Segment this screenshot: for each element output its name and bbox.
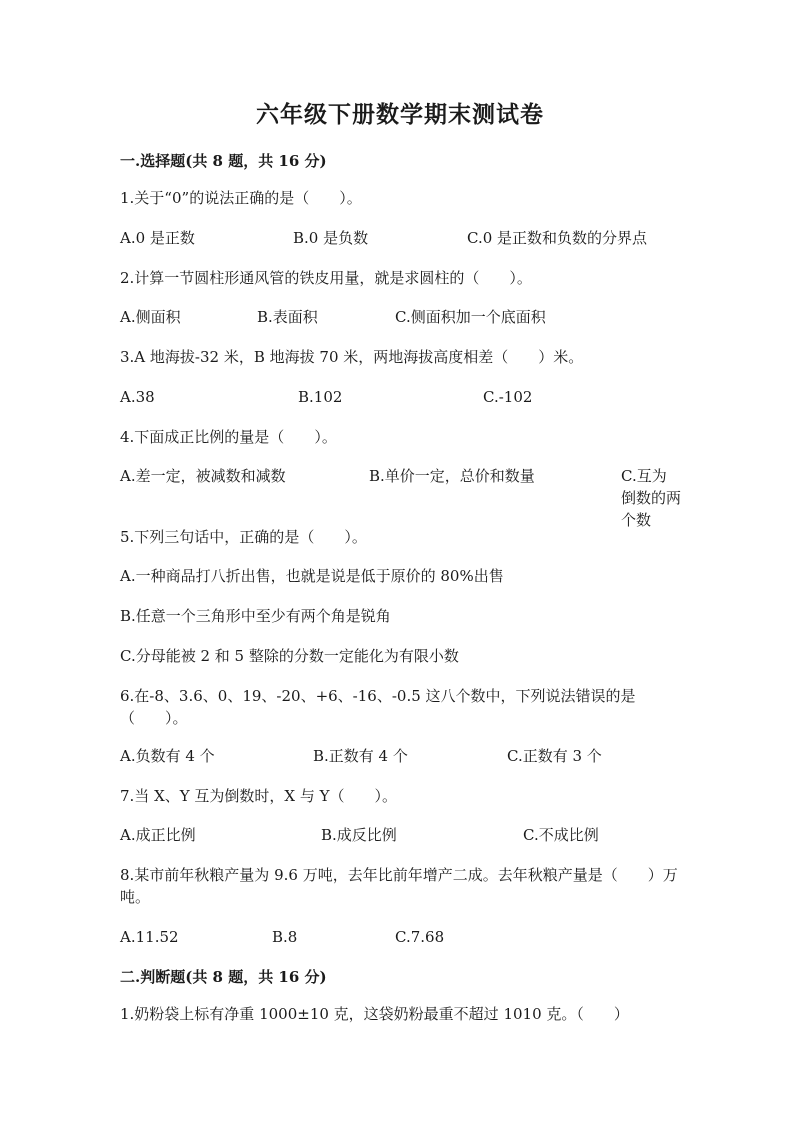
option-c: C.互为倒数的两个数 xyxy=(621,467,682,529)
option-b: B.8 xyxy=(272,928,298,946)
option-c: C.0 是正数和负数的分界点 xyxy=(467,229,648,247)
option-a: A.侧面积 xyxy=(120,308,181,326)
page-title: 六年级下册数学期末测试卷 xyxy=(256,101,544,128)
option-a: A.38 xyxy=(120,388,155,406)
option-a: A.11.52 xyxy=(120,928,179,946)
option-b: B.表面积 xyxy=(257,308,318,326)
option-a: A.成正比例 xyxy=(120,826,196,844)
question-stem: 1.奶粉袋上标有净重 1000±10 克，这袋奶粉最重不超过 1010 克。（ ） xyxy=(120,1005,629,1023)
question-stem: 3.A 地海拔-32 米，B 地海拔 70 米，两地海拔高度相差（ ）米。 xyxy=(120,348,584,366)
option-b: B.任意一个三角形中至少有两个角是锐角 xyxy=(120,607,391,625)
question-stem: 2.计算一节圆柱形通风管的铁皮用量，就是求圆柱的（ ）。 xyxy=(120,269,532,287)
option-b: B.正数有 4 个 xyxy=(313,747,408,765)
option-b: B.102 xyxy=(298,388,343,406)
question-stem: 7.当 X、Y 互为倒数时，X 与 Y（ ）。 xyxy=(120,787,398,805)
section-heading-choice: 一.选择题(共 8 题，共 16 分) xyxy=(120,152,327,170)
option-b: B.成反比例 xyxy=(321,826,397,844)
option-c: C.侧面积加一个底面积 xyxy=(395,308,546,326)
question-stem: 5.下列三句话中，正确的是（ ）。 xyxy=(120,528,367,546)
option-b: B.单价一定，总价和数量 xyxy=(369,467,535,485)
option-b: B.0 是负数 xyxy=(293,229,369,247)
option-a: A.0 是正数 xyxy=(120,229,195,247)
question-stem: 4.下面成正比例的量是（ ）。 xyxy=(120,428,337,446)
option-c: C.正数有 3 个 xyxy=(507,747,602,765)
option-c: C.7.68 xyxy=(395,928,445,946)
section-heading-judgement: 二.判断题(共 8 题，共 16 分) xyxy=(120,968,327,986)
option-c: C.不成比例 xyxy=(523,826,599,844)
question-stem: 1.关于“0”的说法正确的是（ ）。 xyxy=(120,189,362,207)
option-c: C.-102 xyxy=(483,388,533,406)
option-c: C.分母能被 2 和 5 整除的分数一定能化为有限小数 xyxy=(120,647,459,665)
option-a: A.负数有 4 个 xyxy=(120,747,215,765)
option-a: A.一种商品打八折出售，也就是说是低于原价的 80%出售 xyxy=(120,567,504,585)
question-stem: 6.在-8、3.6、0、19、-20、+6、-16、-0.5 这八个数中，下列说法错误的是（ ）。 xyxy=(120,687,636,727)
option-a: A.差一定，被减数和减数 xyxy=(120,467,286,485)
question-stem: 8.某市前年秋粮产量为 9.6 万吨，去年比前年增产二成。去年秋粮产量是（ ）万吨。 xyxy=(120,866,678,906)
